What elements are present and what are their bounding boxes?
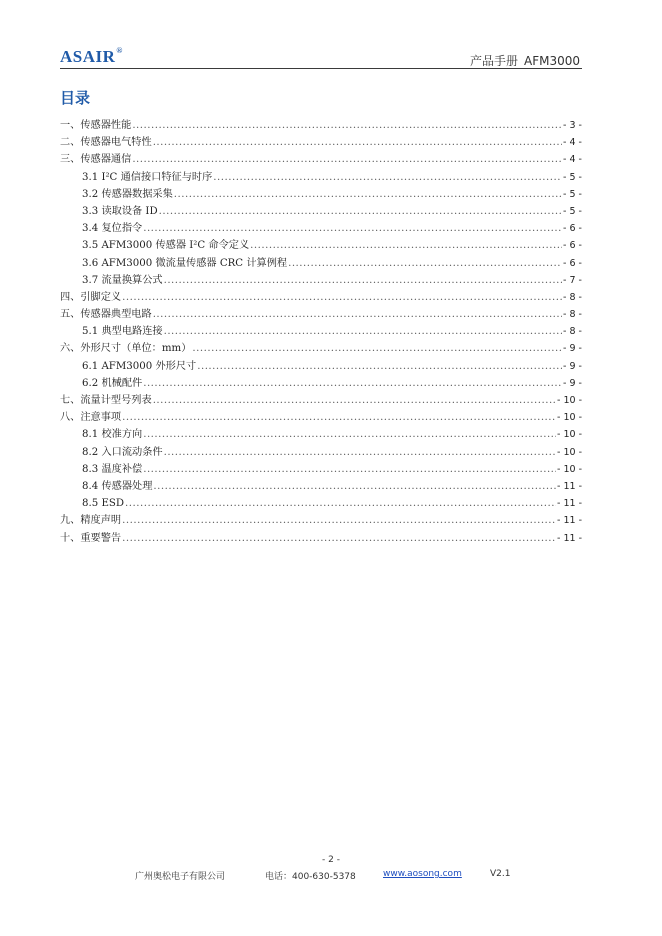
page-header bbox=[60, 44, 582, 69]
toc-entry[interactable] bbox=[60, 409, 582, 426]
toc-entry-title: 6.2 机械配件 bbox=[82, 377, 143, 389]
toc-entry-title: 八、注意事项 bbox=[60, 412, 122, 424]
toc-dot-leader bbox=[143, 461, 556, 478]
toc-entry-page: - 10 - bbox=[557, 412, 582, 424]
toc-entry-page: - 10 - bbox=[557, 446, 582, 458]
logo-text: ASAIR bbox=[60, 47, 116, 66]
toc-dot-leader bbox=[197, 358, 562, 375]
toc-entry-page: - 10 - bbox=[557, 395, 582, 406]
toc-entry-page: - 11 - bbox=[557, 498, 582, 510]
page-number: - 2 - bbox=[322, 855, 340, 865]
toc-entry[interactable] bbox=[60, 203, 582, 220]
toc-entry-page: - 11 - bbox=[557, 480, 582, 492]
toc-entry-title: 七、流量计型号列表 bbox=[60, 395, 152, 406]
toc-entry-page: - 11 - bbox=[557, 515, 582, 527]
toc-entry[interactable] bbox=[60, 255, 582, 272]
toc-entry-title: 8.1 校准方向 bbox=[82, 429, 143, 441]
toc-dot-leader bbox=[122, 512, 556, 529]
toc-entry[interactable] bbox=[60, 340, 582, 357]
toc-entry[interactable] bbox=[60, 134, 582, 151]
toc-dot-leader bbox=[288, 255, 562, 272]
toc-entry[interactable] bbox=[60, 306, 582, 323]
toc-entry-title: 3.5 AFM3000 传感器 I²C 命令定义 bbox=[82, 240, 250, 252]
toc-entry[interactable] bbox=[60, 358, 582, 375]
toc-entry-page: - 9 - bbox=[563, 377, 582, 389]
toc-entry-page: - 4 - bbox=[563, 154, 582, 166]
toc-dot-leader bbox=[213, 169, 562, 186]
toc-entry[interactable] bbox=[60, 186, 582, 203]
table-of-contents bbox=[60, 117, 582, 547]
toc-entry-title: 6.1 AFM3000 外形尺寸 bbox=[82, 360, 197, 372]
toc-entry-title: 3.6 AFM3000 微流量传感器 CRC 计算例程 bbox=[82, 257, 288, 269]
toc-entry-title: 8.3 温度补偿 bbox=[82, 463, 143, 475]
toc-entry-title: 十、重要警告 bbox=[60, 532, 122, 544]
footer-version: V2.1 bbox=[490, 869, 511, 879]
toc-entry-page: - 8 - bbox=[563, 291, 582, 303]
toc-dot-leader bbox=[164, 323, 562, 340]
toc-dot-leader bbox=[122, 409, 556, 426]
toc-entry-title: 九、精度声明 bbox=[60, 515, 122, 527]
toc-entry-title: 3.7 流量换算公式 bbox=[82, 274, 163, 286]
toc-entry-title: 3.4 复位指令 bbox=[82, 223, 143, 235]
toc-dot-leader bbox=[164, 272, 562, 289]
company-logo bbox=[60, 47, 123, 67]
toc-entry[interactable] bbox=[60, 272, 582, 289]
product-model: AFM3000 bbox=[523, 54, 580, 68]
toc-entry-page: - 11 - bbox=[557, 532, 582, 544]
footer-website-link[interactable]: www.aosong.com bbox=[383, 869, 462, 879]
toc-entry-page: - 5 - bbox=[563, 171, 582, 183]
toc-heading: 目录 bbox=[60, 89, 91, 107]
toc-entry[interactable] bbox=[60, 530, 582, 547]
toc-dot-leader bbox=[132, 151, 562, 168]
toc-entry-title: 3.2 传感器数据采集 bbox=[82, 188, 173, 200]
toc-entry-page: - 8 - bbox=[563, 309, 582, 321]
toc-entry[interactable] bbox=[60, 495, 582, 512]
toc-entry[interactable] bbox=[60, 237, 582, 254]
toc-entry-title: 四、引脚定义 bbox=[60, 291, 122, 303]
toc-entry-page: - 6 - bbox=[563, 223, 582, 235]
toc-entry-page: - 4 - bbox=[563, 137, 582, 149]
toc-dot-leader bbox=[143, 375, 562, 392]
toc-entry-title: 六、外形尺寸（单位：mm） bbox=[60, 343, 192, 355]
toc-entry[interactable] bbox=[60, 512, 582, 529]
toc-dot-leader bbox=[143, 220, 562, 237]
toc-dot-leader bbox=[132, 117, 562, 134]
toc-entry-page: - 10 - bbox=[557, 429, 582, 441]
toc-dot-leader bbox=[143, 426, 556, 443]
toc-entry-page: - 5 - bbox=[563, 188, 582, 200]
toc-entry-page: - 5 - bbox=[563, 205, 582, 217]
toc-entry[interactable] bbox=[60, 220, 582, 237]
toc-entry-title: 3.1 I²C 通信接口特征与时序 bbox=[82, 171, 213, 183]
toc-entry-title: 8.4 传感器处理 bbox=[82, 480, 153, 492]
toc-dot-leader bbox=[122, 289, 562, 306]
toc-entry-title: 3.3 读取设备 ID bbox=[82, 205, 158, 217]
toc-entry-title: 8.5 ESD bbox=[82, 498, 125, 510]
toc-entry[interactable] bbox=[60, 289, 582, 306]
toc-entry[interactable] bbox=[60, 151, 582, 168]
toc-dot-leader bbox=[174, 186, 562, 203]
toc-dot-leader bbox=[153, 478, 556, 495]
toc-dot-leader bbox=[153, 134, 562, 151]
toc-entry[interactable] bbox=[60, 392, 582, 409]
toc-dot-leader bbox=[122, 530, 556, 547]
toc-entry-page: - 6 - bbox=[563, 257, 582, 269]
toc-entry-page: - 9 - bbox=[563, 343, 582, 355]
toc-entry-page: - 9 - bbox=[563, 360, 582, 372]
toc-dot-leader bbox=[153, 392, 556, 409]
toc-entry[interactable] bbox=[60, 375, 582, 392]
toc-dot-leader bbox=[250, 237, 562, 254]
toc-entry-page: - 3 - bbox=[563, 120, 582, 131]
toc-entry[interactable] bbox=[60, 426, 582, 443]
toc-entry-page: - 8 - bbox=[563, 326, 582, 338]
toc-entry[interactable] bbox=[60, 323, 582, 340]
registered-mark: ® bbox=[116, 46, 123, 56]
toc-dot-leader bbox=[159, 203, 562, 220]
toc-dot-leader bbox=[125, 495, 556, 512]
toc-entry[interactable] bbox=[60, 117, 582, 134]
manual-title: 产品手册 bbox=[469, 54, 518, 68]
toc-entry-page: - 6 - bbox=[563, 240, 582, 252]
toc-entry-page: - 7 - bbox=[563, 274, 582, 286]
footer-phone: 电话：400-630-5378 bbox=[265, 872, 356, 882]
toc-entry-title: 8.2 入口流动条件 bbox=[82, 446, 163, 458]
toc-dot-leader bbox=[164, 444, 556, 461]
toc-entry-title: 5.1 典型电路连接 bbox=[82, 326, 163, 338]
toc-entry[interactable] bbox=[60, 444, 582, 461]
toc-entry[interactable] bbox=[60, 461, 582, 478]
toc-entry[interactable] bbox=[60, 478, 582, 495]
toc-entry-title: 一、传感器性能 bbox=[60, 120, 132, 131]
toc-entry-title: 三、传感器通信 bbox=[60, 154, 132, 166]
toc-entry-title: 五、传感器典型电路 bbox=[60, 309, 152, 321]
footer-company: 广州奥松电子有限公司 bbox=[135, 872, 226, 882]
toc-dot-leader bbox=[192, 340, 562, 357]
toc-dot-leader bbox=[153, 306, 562, 323]
toc-entry[interactable] bbox=[60, 169, 582, 186]
toc-entry-page: - 10 - bbox=[557, 463, 582, 475]
header-title bbox=[470, 52, 580, 69]
toc-entry-title: 二、传感器电气特性 bbox=[60, 137, 152, 149]
